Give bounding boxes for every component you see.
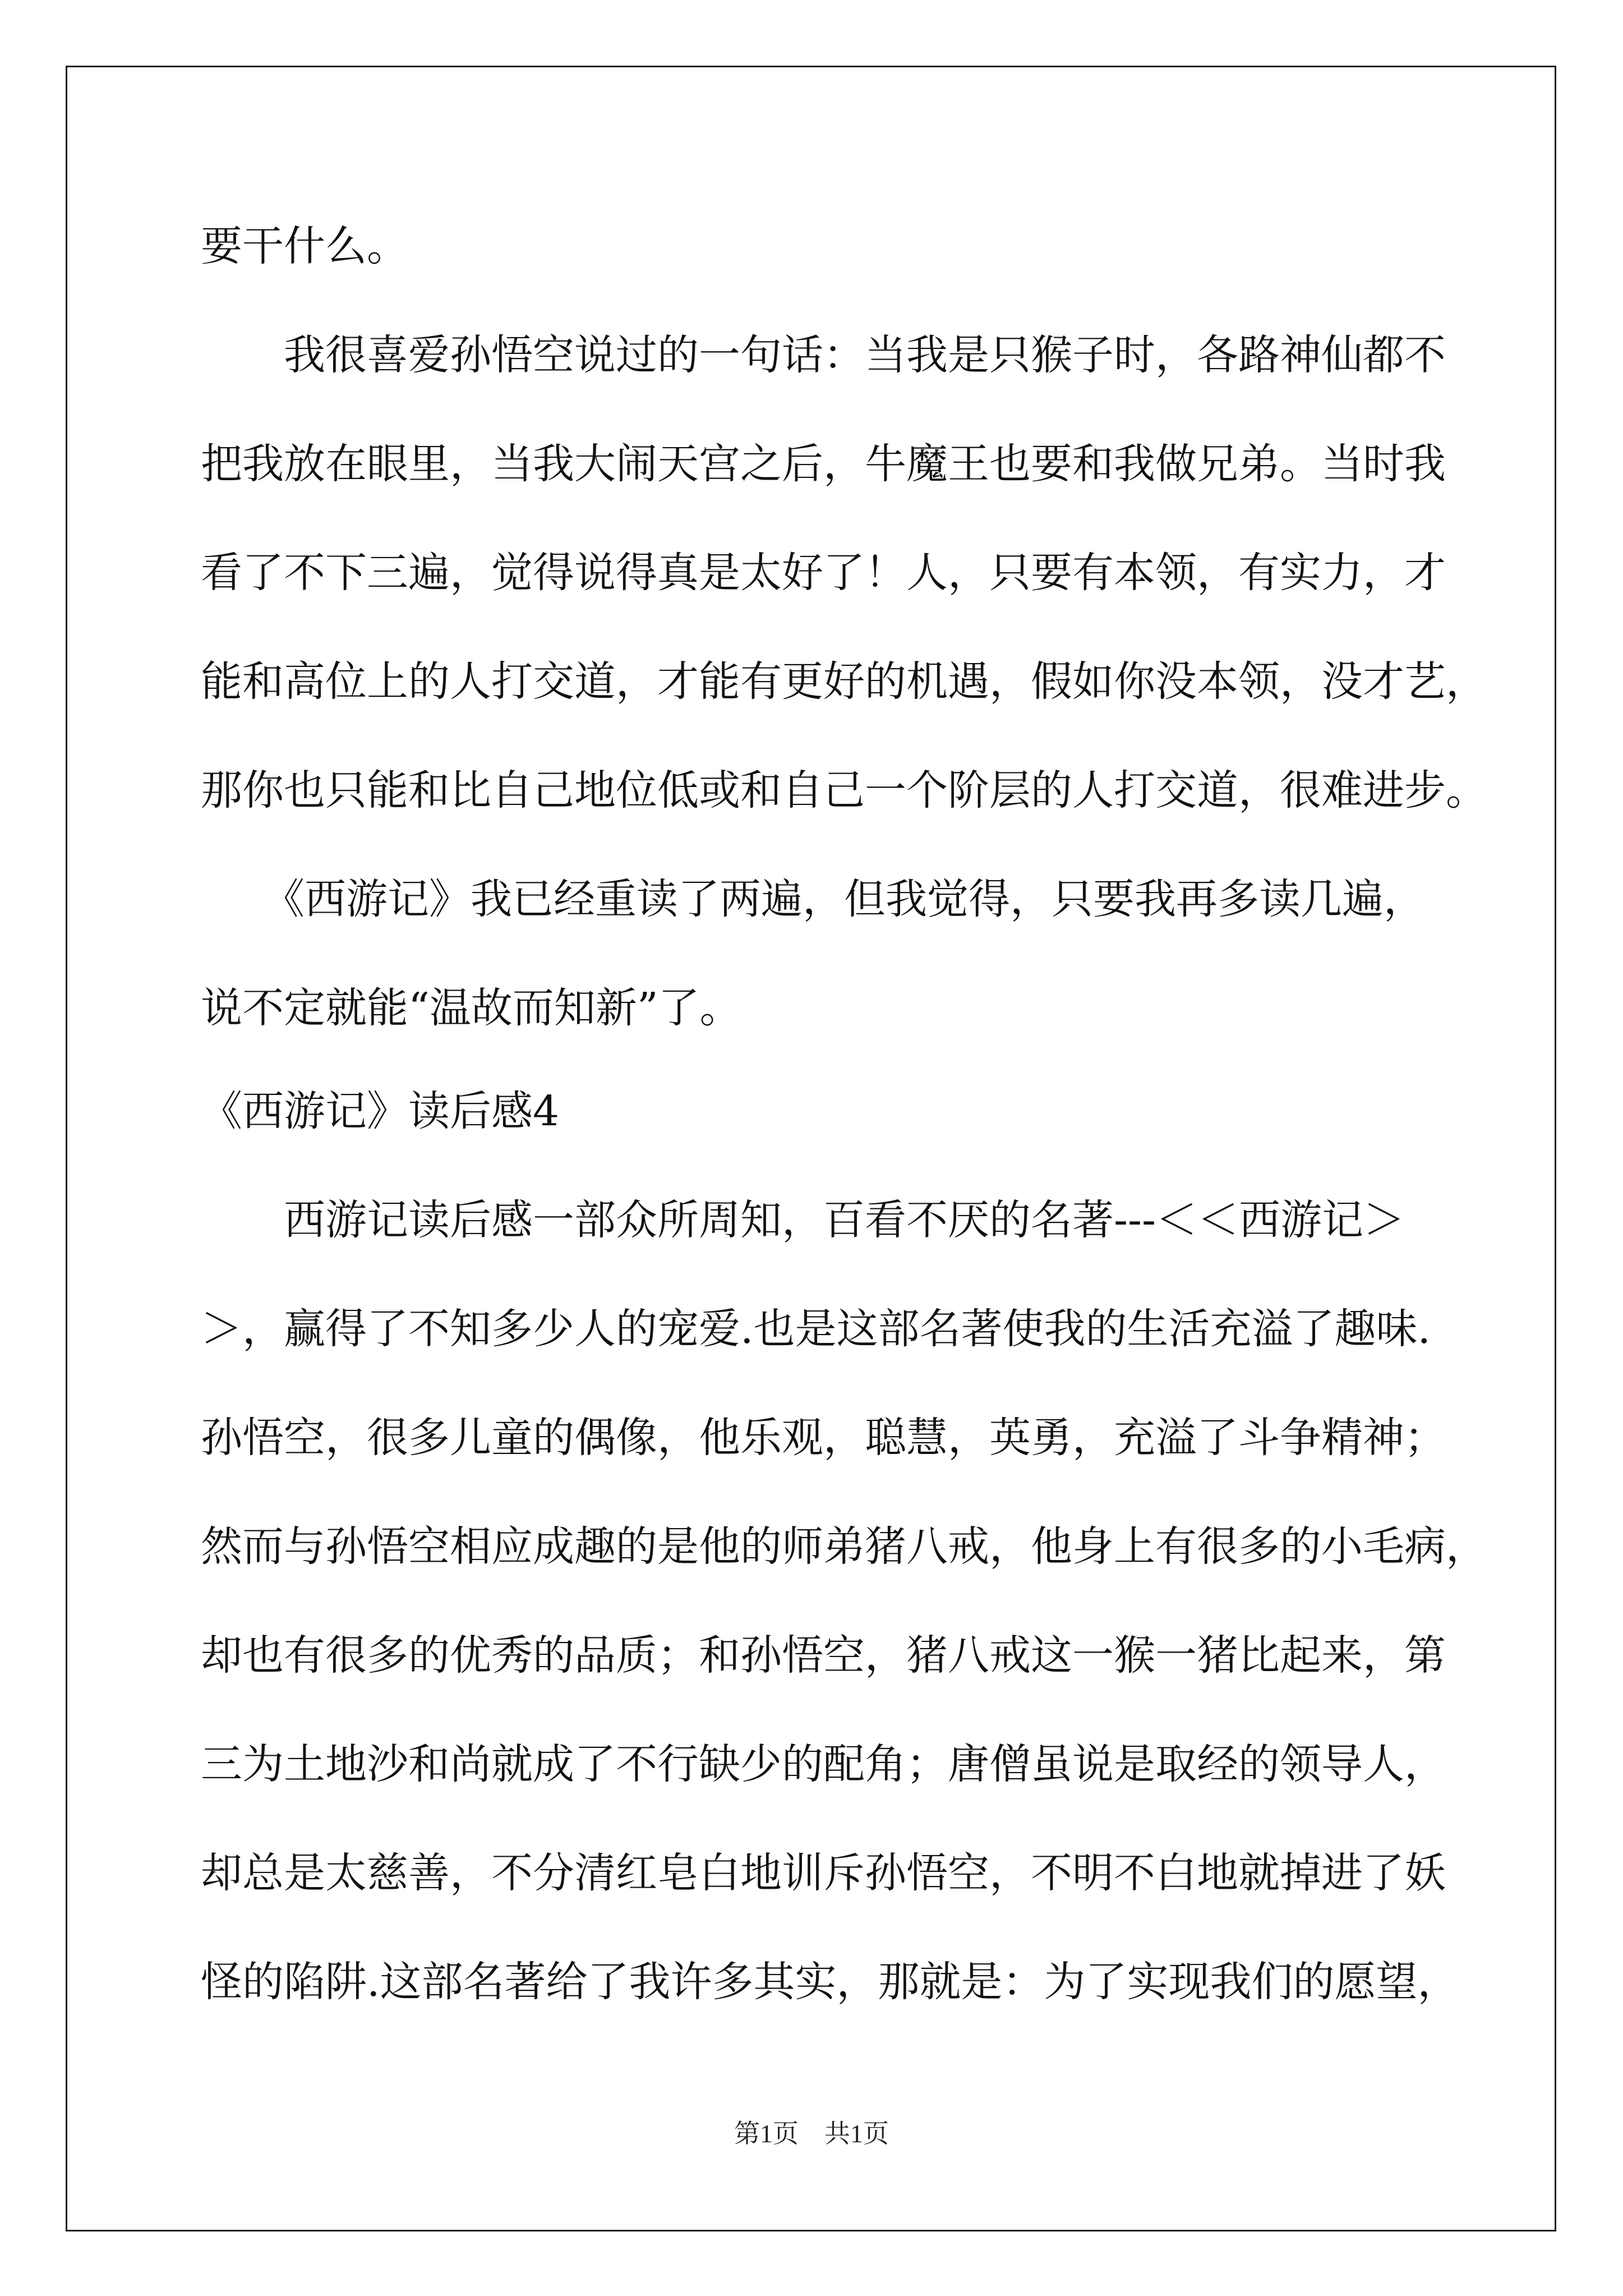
text-line: 要干什么。 xyxy=(201,222,408,270)
text-line: 我很喜爱孙悟空说过的一句话：当我是只猴子时，各路神仙都不 xyxy=(201,331,1446,379)
text-line: 那你也只能和比自己地位低或和自己一个阶层的人打交道，很难进步。 xyxy=(201,766,1487,815)
text-line: ＞，赢得了不知多少人的宠爱.也是这部名著使我的生活充溢了趣味. xyxy=(201,1305,1431,1353)
text-line: 却也有很多的优秀的品质；和孙悟空，猪八戒这一猴一猪比起来，第 xyxy=(201,1631,1446,1680)
section-heading: 《西游记》读后感4 xyxy=(201,1087,560,1135)
text-line: 怪的陷阱.这部名著给了我许多其实，那就是：为了实现我们的愿望， xyxy=(201,1958,1459,2006)
text-line: 能和高位上的人打交道，才能有更好的机遇，假如你没本领，没才艺， xyxy=(201,657,1487,706)
page-footer: 第1页 共1页 xyxy=(734,2119,889,2148)
text-line: 看了不下三遍，觉得说得真是太好了！人，只要有本领，有实力，才 xyxy=(201,549,1446,597)
text-line: 却总是太慈善，不分清红皂白地训斥孙悟空，不明不白地就掉进了妖 xyxy=(201,1849,1446,1897)
text-line: 说不定就能“温故而知新”了。 xyxy=(201,984,741,1032)
text-line: 三为土地沙和尚就成了不行缺少的配角；唐僧虽说是取经的领导人， xyxy=(201,1740,1446,1788)
text-line: 西游记读后感一部众所周知，百看不厌的名著---＜＜西游记＞ xyxy=(201,1196,1405,1244)
text-line: 孙悟空，很多儿童的偶像，他乐观，聪慧，英勇，充溢了斗争精神； xyxy=(201,1414,1446,1462)
text-line: 《西游记》我已经重读了两遍，但我觉得，只要我再多读几遍， xyxy=(201,875,1425,923)
page-border xyxy=(66,66,1556,2231)
text-line: 把我放在眼里，当我大闹天宫之后，牛魔王也要和我做兄弟。当时我 xyxy=(201,440,1446,488)
text-line: 然而与孙悟空相应成趣的是他的师弟猪八戒，他身上有很多的小毛病， xyxy=(201,1522,1487,1571)
